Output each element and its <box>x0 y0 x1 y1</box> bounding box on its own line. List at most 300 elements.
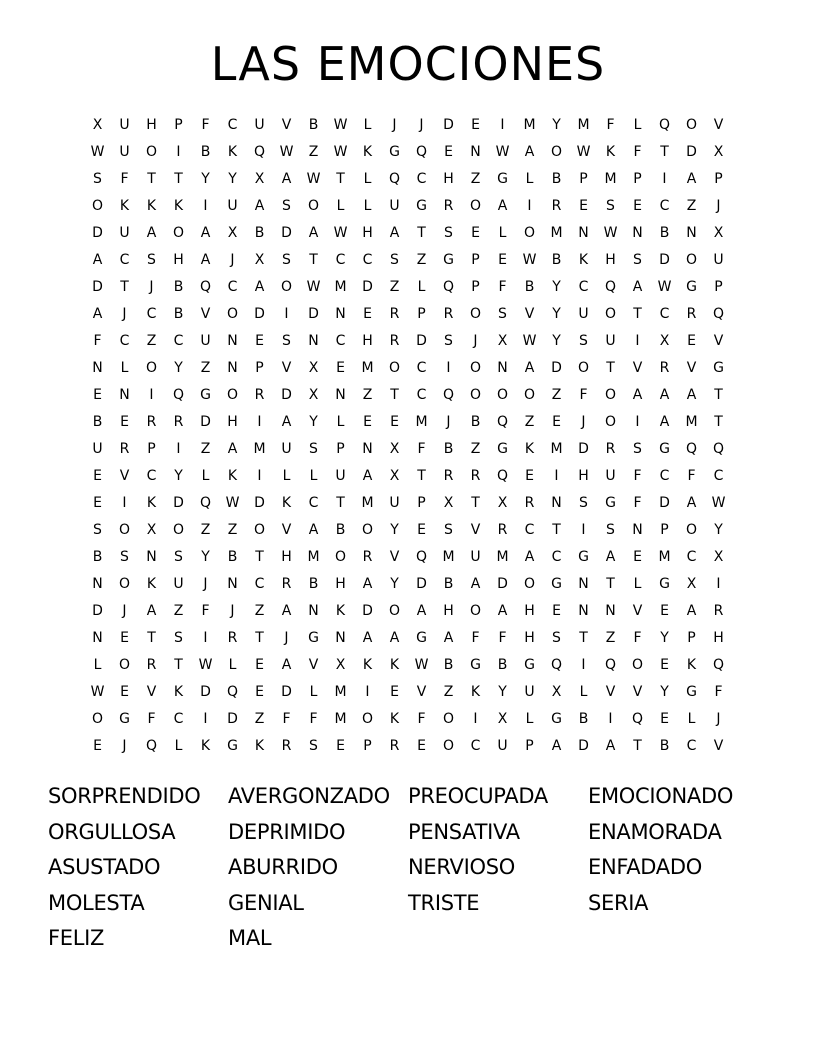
grid-letter: V <box>416 684 427 700</box>
grid-letter: D <box>416 333 427 349</box>
grid-letter: N <box>632 522 643 538</box>
grid-letter: Q <box>199 279 212 295</box>
grid-letter: M <box>415 414 428 430</box>
grid-letter: X <box>497 333 508 349</box>
grid-letter: G <box>389 144 400 160</box>
grid-row <box>84 247 736 274</box>
grid-letter: C <box>659 306 670 322</box>
grid-letter: U <box>524 684 535 700</box>
grid-letter: V <box>524 306 535 322</box>
grid-letter: I <box>203 711 208 727</box>
grid-letter: N <box>308 333 319 349</box>
grid-letter: T <box>633 738 642 754</box>
grid-letter: S <box>552 630 561 646</box>
grid-letter: A <box>92 252 103 268</box>
grid-letter: E <box>336 360 345 376</box>
grid-letter: N <box>119 387 130 403</box>
grid-letter: I <box>257 414 262 430</box>
grid-letter: Q <box>226 684 239 700</box>
grid-letter: C <box>686 549 697 565</box>
grid-letter: J <box>122 603 127 619</box>
grid-letter: K <box>686 657 697 673</box>
grid-letter: K <box>281 495 292 511</box>
grid-letter: G <box>605 495 616 511</box>
grid-letter: C <box>362 252 373 268</box>
grid-letter: K <box>578 252 589 268</box>
grid-letter: G <box>659 576 670 592</box>
grid-letter: P <box>255 360 264 376</box>
grid-letter: E <box>255 657 264 673</box>
grid-letter: B <box>659 225 670 241</box>
grid-letter: A <box>551 738 562 754</box>
grid-letter: T <box>174 657 183 673</box>
grid-letter: I <box>527 198 532 214</box>
grid-letter: B <box>443 657 454 673</box>
grid-letter: U <box>497 738 508 754</box>
grid-letter: O <box>388 603 401 619</box>
grid-letter: A <box>497 603 508 619</box>
grid-letter: E <box>660 603 669 619</box>
grid-letter: Z <box>524 414 535 430</box>
grid-letter: N <box>92 360 103 376</box>
grid-letter: J <box>446 414 451 430</box>
grid-letter: O <box>172 522 185 538</box>
grid-letter: E <box>552 603 561 619</box>
grid-letter: I <box>122 495 127 511</box>
grid-letter: N <box>470 144 481 160</box>
grid-letter: C <box>119 252 130 268</box>
grid-letter: K <box>146 198 157 214</box>
grid-letter: D <box>578 441 589 457</box>
grid-letter: U <box>227 198 238 214</box>
grid-letter: O <box>685 522 698 538</box>
grid-letter: L <box>633 117 642 133</box>
grid-letter: X <box>389 468 400 484</box>
grid-letter: X <box>335 657 346 673</box>
grid-letter: C <box>470 738 481 754</box>
grid-letter: H <box>605 252 616 268</box>
grid-letter: X <box>308 360 319 376</box>
grid-letter: Z <box>443 684 454 700</box>
grid-letter: X <box>146 522 157 538</box>
grid-letter: F <box>633 630 642 646</box>
grid-letter: P <box>174 117 183 133</box>
grid-letter: A <box>524 360 535 376</box>
grid-letter: N <box>632 225 643 241</box>
grid-letter: G <box>524 657 535 673</box>
grid-letter: N <box>227 333 238 349</box>
grid-letter: S <box>444 225 453 241</box>
grid-letter: U <box>335 468 346 484</box>
grid-letter: D <box>659 252 670 268</box>
grid-letter: B <box>443 441 454 457</box>
grid-letter: Y <box>552 333 561 349</box>
grid-letter: R <box>713 603 724 619</box>
grid-letter: Z <box>470 171 481 187</box>
grid-letter: K <box>389 657 400 673</box>
grid-letter: Y <box>228 171 237 187</box>
grid-letter: Y <box>552 306 561 322</box>
grid-letter: O <box>91 711 104 727</box>
grid-letter: B <box>92 549 103 565</box>
grid-letter: V <box>713 738 724 754</box>
grid-row <box>84 301 736 328</box>
grid-letter: E <box>417 522 426 538</box>
grid-letter: S <box>606 522 615 538</box>
grid-letter: I <box>203 630 208 646</box>
grid-letter: E <box>471 117 480 133</box>
grid-letter: F <box>120 171 129 187</box>
grid-letter: Z <box>146 333 157 349</box>
grid-letter: J <box>581 414 586 430</box>
grid-letter: L <box>363 171 372 187</box>
grid-letter: Q <box>496 414 509 430</box>
grid-letter: W <box>414 657 429 673</box>
grid-letter: P <box>687 630 696 646</box>
grid-letter: O <box>442 711 455 727</box>
grid-letter: T <box>255 630 264 646</box>
grid-letter: S <box>147 252 156 268</box>
grid-letter: Q <box>604 657 617 673</box>
grid-letter: Q <box>172 387 185 403</box>
grid-letter: R <box>146 414 157 430</box>
grid-letter: E <box>336 738 345 754</box>
grid-letter: K <box>119 198 130 214</box>
grid-letter: V <box>200 306 211 322</box>
grid-letter: H <box>443 603 454 619</box>
grid-letter: T <box>417 468 426 484</box>
grid-letter: W <box>90 144 105 160</box>
grid-letter: Q <box>631 711 644 727</box>
grid-letter: M <box>550 441 563 457</box>
grid-letter: A <box>254 198 265 214</box>
grid-letter: F <box>633 144 642 160</box>
grid-letter: N <box>686 225 697 241</box>
grid-letter: A <box>686 495 697 511</box>
grid-letter: Z <box>308 144 319 160</box>
grid-letter: O <box>604 306 617 322</box>
grid-letter: W <box>333 225 348 241</box>
grid-letter: B <box>308 576 319 592</box>
grid-letter: A <box>686 171 697 187</box>
grid-letter: H <box>362 225 373 241</box>
grid-letter: W <box>225 495 240 511</box>
grid-letter: G <box>443 252 454 268</box>
letter-grid <box>84 112 736 760</box>
grid-letter: T <box>309 252 318 268</box>
grid-letter: M <box>550 225 563 241</box>
grid-letter: C <box>524 522 535 538</box>
grid-letter: A <box>524 144 535 160</box>
grid-letter: S <box>282 198 291 214</box>
grid-letter: G <box>470 657 481 673</box>
grid-letter: A <box>362 630 373 646</box>
grid-letter: T <box>390 387 399 403</box>
grid-letter: Z <box>200 441 211 457</box>
grid-letter: H <box>578 468 589 484</box>
grid-letter: A <box>524 549 535 565</box>
grid-letter: V <box>605 684 616 700</box>
grid-letter: B <box>497 657 508 673</box>
grid-letter: C <box>146 468 157 484</box>
grid-letter: Y <box>660 630 669 646</box>
grid-letter: F <box>201 117 210 133</box>
grid-row <box>84 490 736 517</box>
grid-letter: O <box>469 387 482 403</box>
grid-letter: Q <box>199 495 212 511</box>
grid-letter: P <box>714 171 723 187</box>
grid-letter: O <box>604 414 617 430</box>
grid-letter: T <box>552 522 561 538</box>
grid-letter: A <box>281 171 292 187</box>
grid-letter: S <box>390 252 399 268</box>
grid-letter: R <box>227 630 238 646</box>
grid-letter: A <box>281 414 292 430</box>
grid-letter: D <box>281 684 292 700</box>
grid-letter: G <box>119 711 130 727</box>
grid-letter: J <box>230 603 235 619</box>
grid-letter: F <box>417 711 426 727</box>
grid-letter: S <box>282 252 291 268</box>
grid-letter: Q <box>415 144 428 160</box>
grid-row <box>84 571 736 598</box>
grid-letter: E <box>363 414 372 430</box>
grid-letter: P <box>336 441 345 457</box>
grid-letter: D <box>92 279 103 295</box>
grid-letter: D <box>92 225 103 241</box>
grid-letter: C <box>551 549 562 565</box>
grid-row <box>84 706 736 733</box>
grid-letter: N <box>578 603 589 619</box>
grid-letter: D <box>200 684 211 700</box>
grid-letter: M <box>577 117 590 133</box>
grid-letter: O <box>469 603 482 619</box>
grid-letter: A <box>200 225 211 241</box>
grid-letter: B <box>443 576 454 592</box>
grid-letter: V <box>308 657 319 673</box>
word-list-item: MAL <box>228 926 272 950</box>
grid-letter: Z <box>551 387 562 403</box>
grid-letter: A <box>308 522 319 538</box>
grid-letter: E <box>390 684 399 700</box>
grid-letter: Z <box>173 603 184 619</box>
grid-letter: T <box>174 171 183 187</box>
grid-letter: W <box>495 144 510 160</box>
grid-letter: A <box>227 441 238 457</box>
grid-letter: P <box>417 495 426 511</box>
grid-letter: F <box>282 711 291 727</box>
grid-letter: R <box>119 441 130 457</box>
grid-letter: I <box>257 468 262 484</box>
grid-letter: C <box>173 333 184 349</box>
grid-letter: V <box>713 333 724 349</box>
grid-letter: M <box>496 549 509 565</box>
grid-row <box>84 166 736 193</box>
grid-letter: O <box>550 144 563 160</box>
grid-letter: V <box>281 360 292 376</box>
grid-letter: Y <box>390 522 399 538</box>
grid-row <box>84 517 736 544</box>
grid-letter: J <box>473 333 478 349</box>
grid-letter: O <box>145 360 158 376</box>
grid-letter: A <box>686 603 697 619</box>
grid-letter: Z <box>200 522 211 538</box>
grid-letter: C <box>335 252 346 268</box>
grid-letter: K <box>227 144 238 160</box>
grid-letter: G <box>308 630 319 646</box>
grid-row <box>84 679 736 706</box>
grid-letter: M <box>523 117 536 133</box>
grid-letter: C <box>416 171 427 187</box>
grid-letter: A <box>686 387 697 403</box>
grid-letter: U <box>173 576 184 592</box>
grid-letter: U <box>578 306 589 322</box>
grid-letter: D <box>416 576 427 592</box>
grid-letter: C <box>713 468 724 484</box>
grid-letter: Z <box>605 630 616 646</box>
grid-letter: K <box>146 495 157 511</box>
grid-letter: L <box>633 576 642 592</box>
grid-letter: E <box>255 684 264 700</box>
grid-letter: R <box>497 522 508 538</box>
grid-letter: W <box>90 684 105 700</box>
grid-letter: O <box>577 360 590 376</box>
grid-letter: D <box>551 360 562 376</box>
grid-letter: I <box>635 333 640 349</box>
grid-letter: O <box>469 306 482 322</box>
grid-letter: R <box>389 738 400 754</box>
grid-letter: N <box>551 495 562 511</box>
grid-letter: M <box>334 684 347 700</box>
grid-letter: R <box>146 657 157 673</box>
grid-letter: P <box>471 252 480 268</box>
grid-letter: S <box>444 333 453 349</box>
grid-letter: K <box>146 576 157 592</box>
grid-letter: Y <box>660 684 669 700</box>
grid-letter: J <box>716 198 721 214</box>
grid-letter: B <box>173 279 184 295</box>
grid-letter: H <box>443 171 454 187</box>
grid-letter: T <box>120 279 129 295</box>
grid-letter: G <box>416 198 427 214</box>
grid-letter: B <box>254 225 265 241</box>
grid-letter: H <box>524 603 535 619</box>
grid-letter: K <box>605 144 616 160</box>
grid-letter: U <box>92 441 103 457</box>
grid-letter: N <box>227 576 238 592</box>
grid-letter: X <box>389 441 400 457</box>
grid-letter: I <box>554 468 559 484</box>
grid-letter: S <box>93 171 102 187</box>
grid-letter: W <box>198 657 213 673</box>
grid-letter: W <box>333 117 348 133</box>
grid-letter: A <box>632 387 643 403</box>
grid-letter: H <box>146 117 157 133</box>
grid-letter: K <box>335 603 346 619</box>
grid-letter: P <box>525 738 534 754</box>
grid-row <box>84 436 736 463</box>
grid-letter: Q <box>253 144 266 160</box>
grid-letter: T <box>417 225 426 241</box>
grid-letter: O <box>145 144 158 160</box>
grid-letter: G <box>686 684 697 700</box>
grid-letter: V <box>686 360 697 376</box>
grid-letter: O <box>361 522 374 538</box>
grid-letter: B <box>92 414 103 430</box>
grid-letter: N <box>605 603 616 619</box>
grid-letter: D <box>308 306 319 322</box>
grid-letter: S <box>579 333 588 349</box>
grid-letter: O <box>631 657 644 673</box>
grid-letter: S <box>309 738 318 754</box>
grid-letter: F <box>633 468 642 484</box>
grid-letter: A <box>146 225 157 241</box>
grid-row <box>84 625 736 652</box>
grid-letter: L <box>282 468 291 484</box>
grid-letter: B <box>173 306 184 322</box>
grid-letter: L <box>579 684 588 700</box>
grid-letter: I <box>635 414 640 430</box>
grid-letter: C <box>119 333 130 349</box>
grid-letter: N <box>227 360 238 376</box>
word-list-item: EMOCIONADO <box>588 784 734 808</box>
grid-letter: L <box>363 117 372 133</box>
grid-letter: E <box>633 198 642 214</box>
grid-letter: U <box>119 225 130 241</box>
grid-letter: U <box>200 333 211 349</box>
grid-letter: I <box>203 198 208 214</box>
grid-letter: L <box>336 198 345 214</box>
grid-letter: K <box>389 711 400 727</box>
grid-letter: U <box>389 198 400 214</box>
grid-letter: E <box>120 414 129 430</box>
grid-letter: N <box>335 387 346 403</box>
grid-row <box>84 328 736 355</box>
grid-letter: C <box>659 468 670 484</box>
grid-letter: R <box>470 468 481 484</box>
grid-row <box>84 355 736 382</box>
grid-letter: K <box>362 144 373 160</box>
grid-letter: B <box>551 171 562 187</box>
grid-letter: W <box>603 225 618 241</box>
grid-letter: R <box>524 495 535 511</box>
grid-letter: X <box>686 576 697 592</box>
grid-letter: Q <box>145 738 158 754</box>
grid-letter: P <box>660 522 669 538</box>
grid-letter: X <box>254 252 265 268</box>
grid-letter: N <box>335 630 346 646</box>
grid-letter: Y <box>552 279 561 295</box>
grid-letter: Z <box>254 711 265 727</box>
grid-letter: R <box>659 360 670 376</box>
grid-letter: J <box>392 117 397 133</box>
grid-letter: O <box>91 198 104 214</box>
grid-letter: N <box>146 549 157 565</box>
grid-letter: O <box>442 738 455 754</box>
grid-letter: J <box>419 117 424 133</box>
grid-letter: H <box>713 630 724 646</box>
grid-letter: O <box>118 657 131 673</box>
grid-letter: W <box>522 333 537 349</box>
grid-letter: F <box>93 333 102 349</box>
grid-letter: Z <box>200 360 211 376</box>
grid-letter: S <box>606 198 615 214</box>
grid-letter: V <box>470 522 481 538</box>
grid-letter: V <box>389 549 400 565</box>
grid-letter: V <box>632 603 643 619</box>
grid-letter: E <box>471 225 480 241</box>
grid-row <box>84 463 736 490</box>
